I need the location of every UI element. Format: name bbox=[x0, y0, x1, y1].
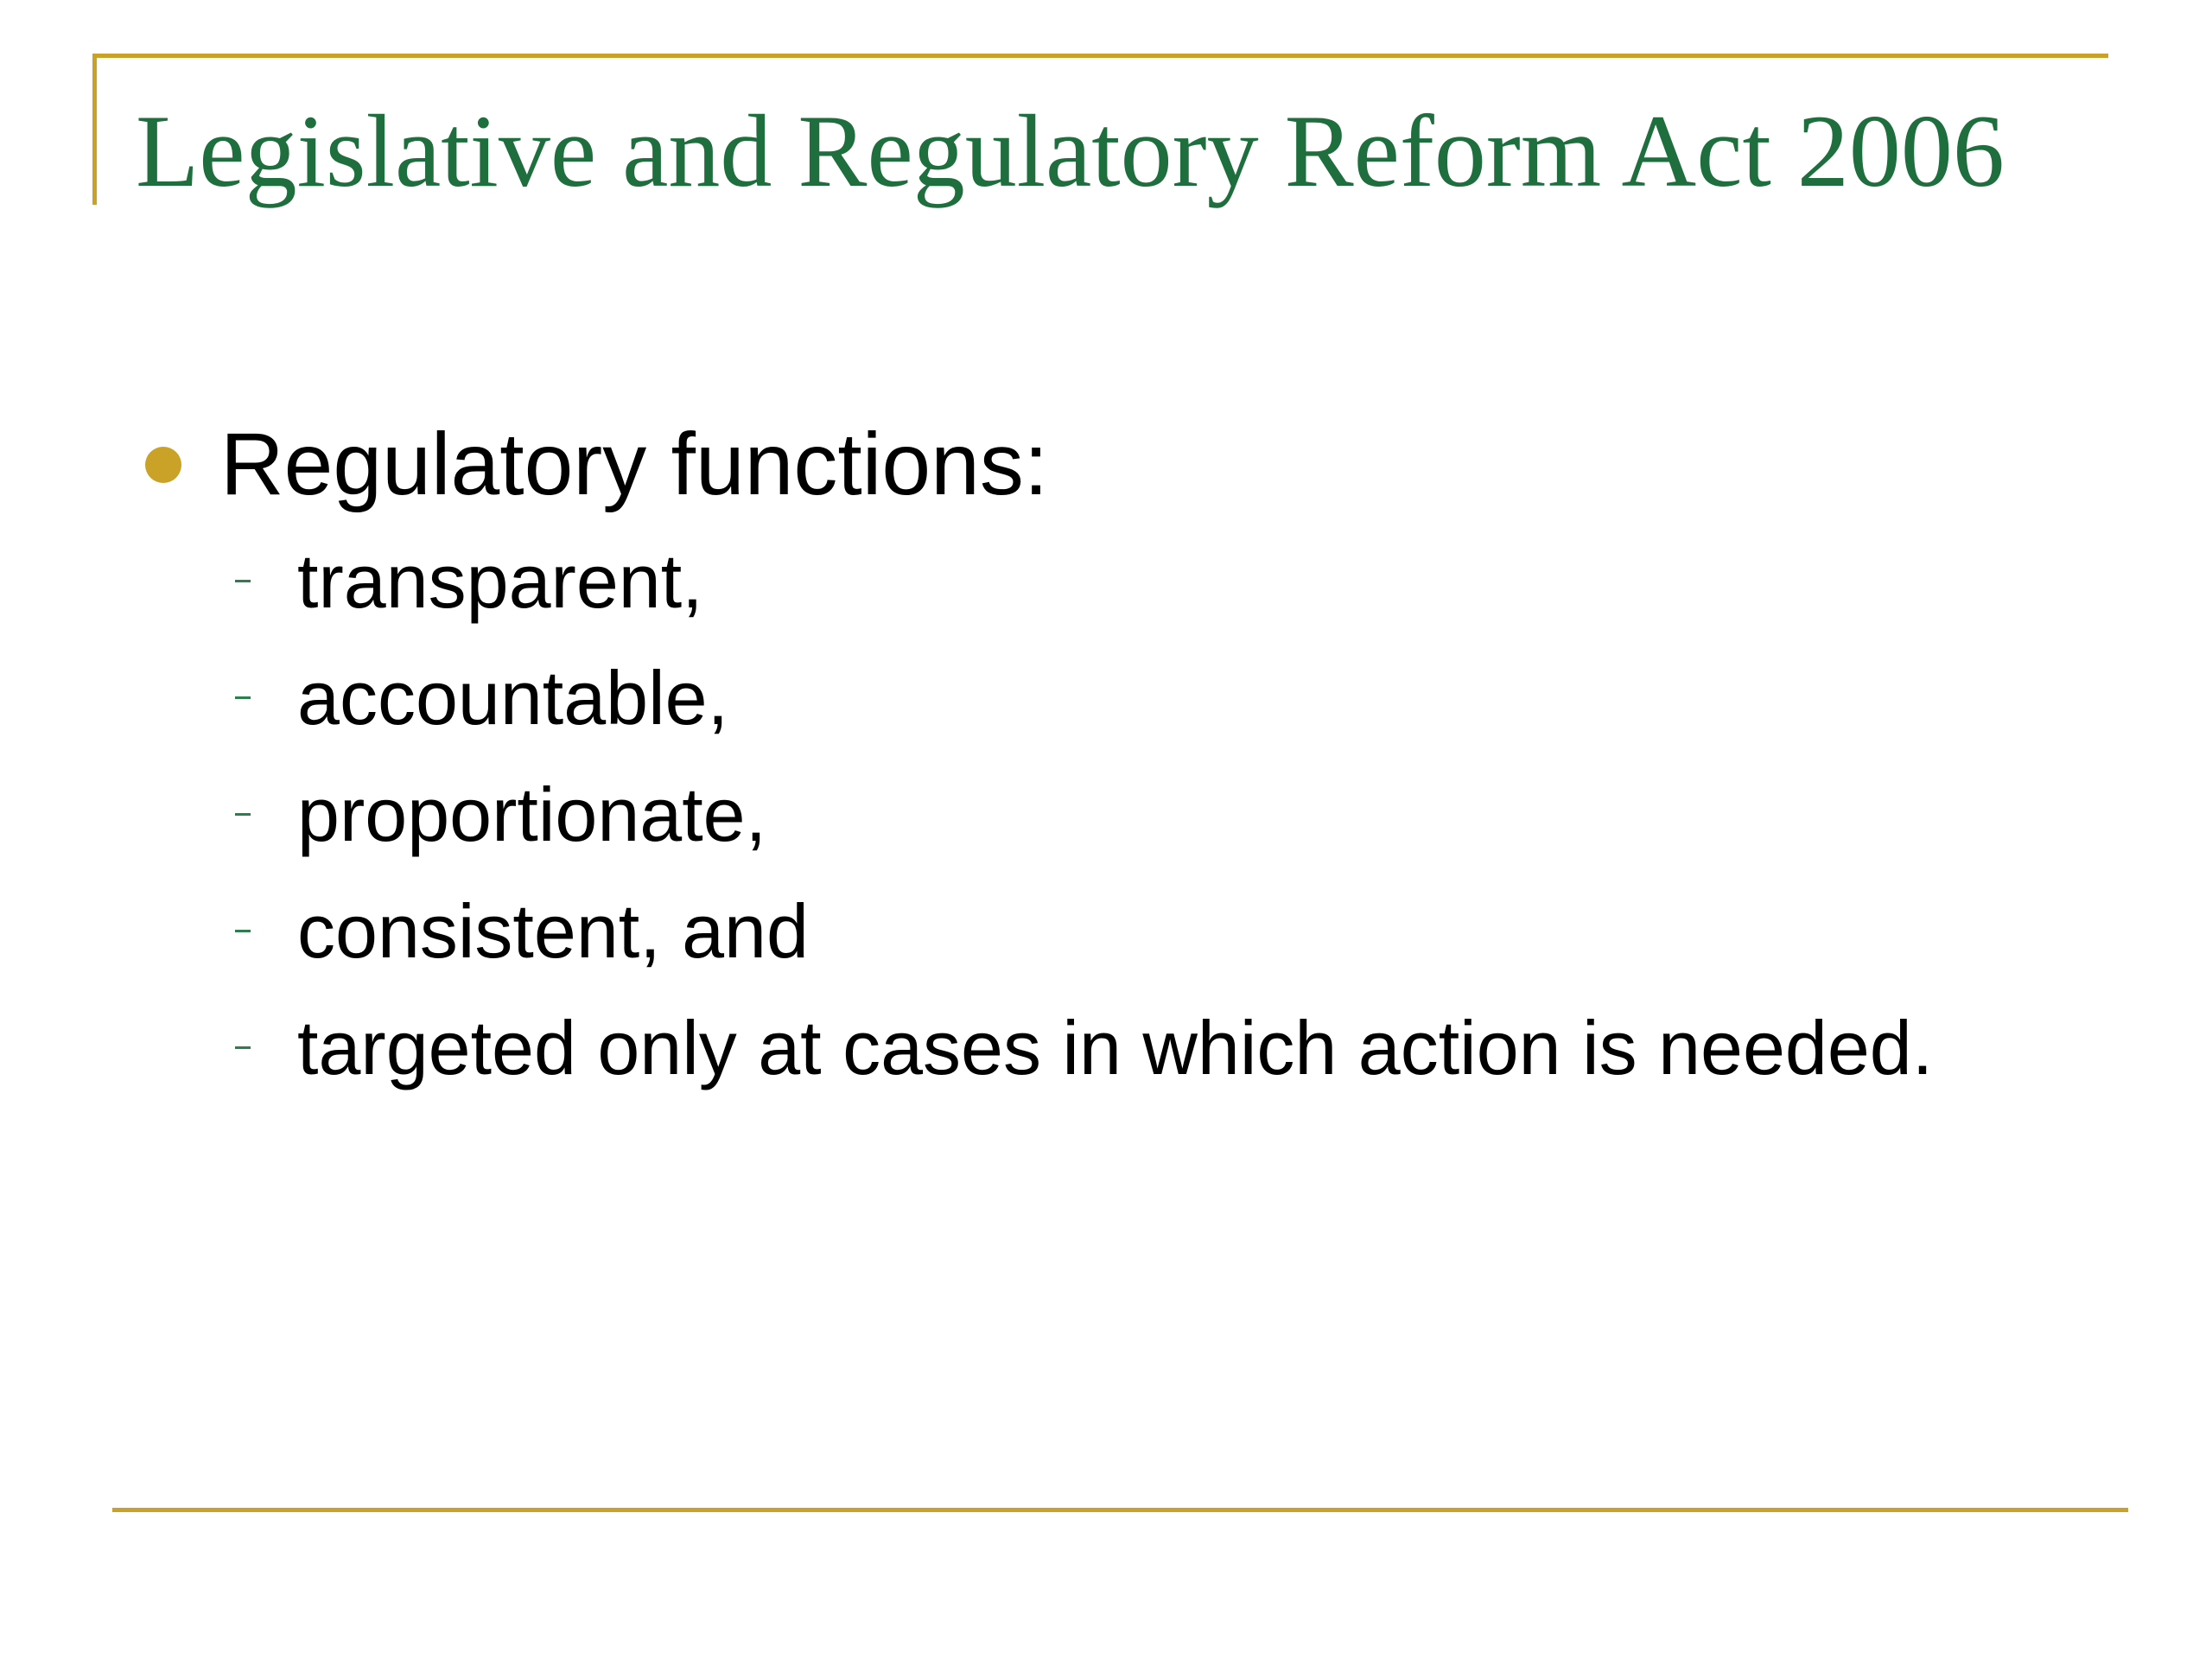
bullet-circle-icon bbox=[145, 447, 181, 483]
footer-rule bbox=[112, 1508, 2128, 1512]
sub-bullet-text: targeted only at cases in which action is needed. bbox=[297, 1005, 1934, 1090]
sub-bullet-text: transparent, bbox=[297, 538, 703, 624]
sub-bullet-item bbox=[138, 523, 2126, 639]
sub-bullet-item bbox=[138, 639, 2126, 756]
sub-bullet-text: consistent, and bbox=[297, 888, 809, 974]
dash-bullet-icon bbox=[235, 580, 251, 582]
title-frame-left-rule bbox=[92, 54, 97, 205]
dash-bullet-icon bbox=[235, 930, 251, 932]
sub-bullet-item bbox=[138, 756, 2126, 873]
sub-bullet-text: proportionate, bbox=[297, 772, 767, 857]
dash-bullet-icon bbox=[235, 813, 251, 816]
sub-bullet-list bbox=[138, 523, 2126, 1106]
sub-bullet-item bbox=[138, 989, 2126, 1106]
dash-bullet-icon bbox=[235, 1046, 251, 1049]
dash-bullet-icon bbox=[235, 696, 251, 699]
bullet-text: Regulatory functions: bbox=[220, 415, 1049, 513]
sub-bullet-item bbox=[138, 873, 2126, 989]
title-frame-top-rule bbox=[92, 54, 2108, 58]
slide-title: Legislative and Regulatory Reform Act 2006 bbox=[136, 93, 2005, 208]
bullet-item bbox=[138, 406, 2126, 523]
slide-body bbox=[138, 406, 2126, 1106]
sub-bullet-text: accountable, bbox=[297, 655, 729, 741]
